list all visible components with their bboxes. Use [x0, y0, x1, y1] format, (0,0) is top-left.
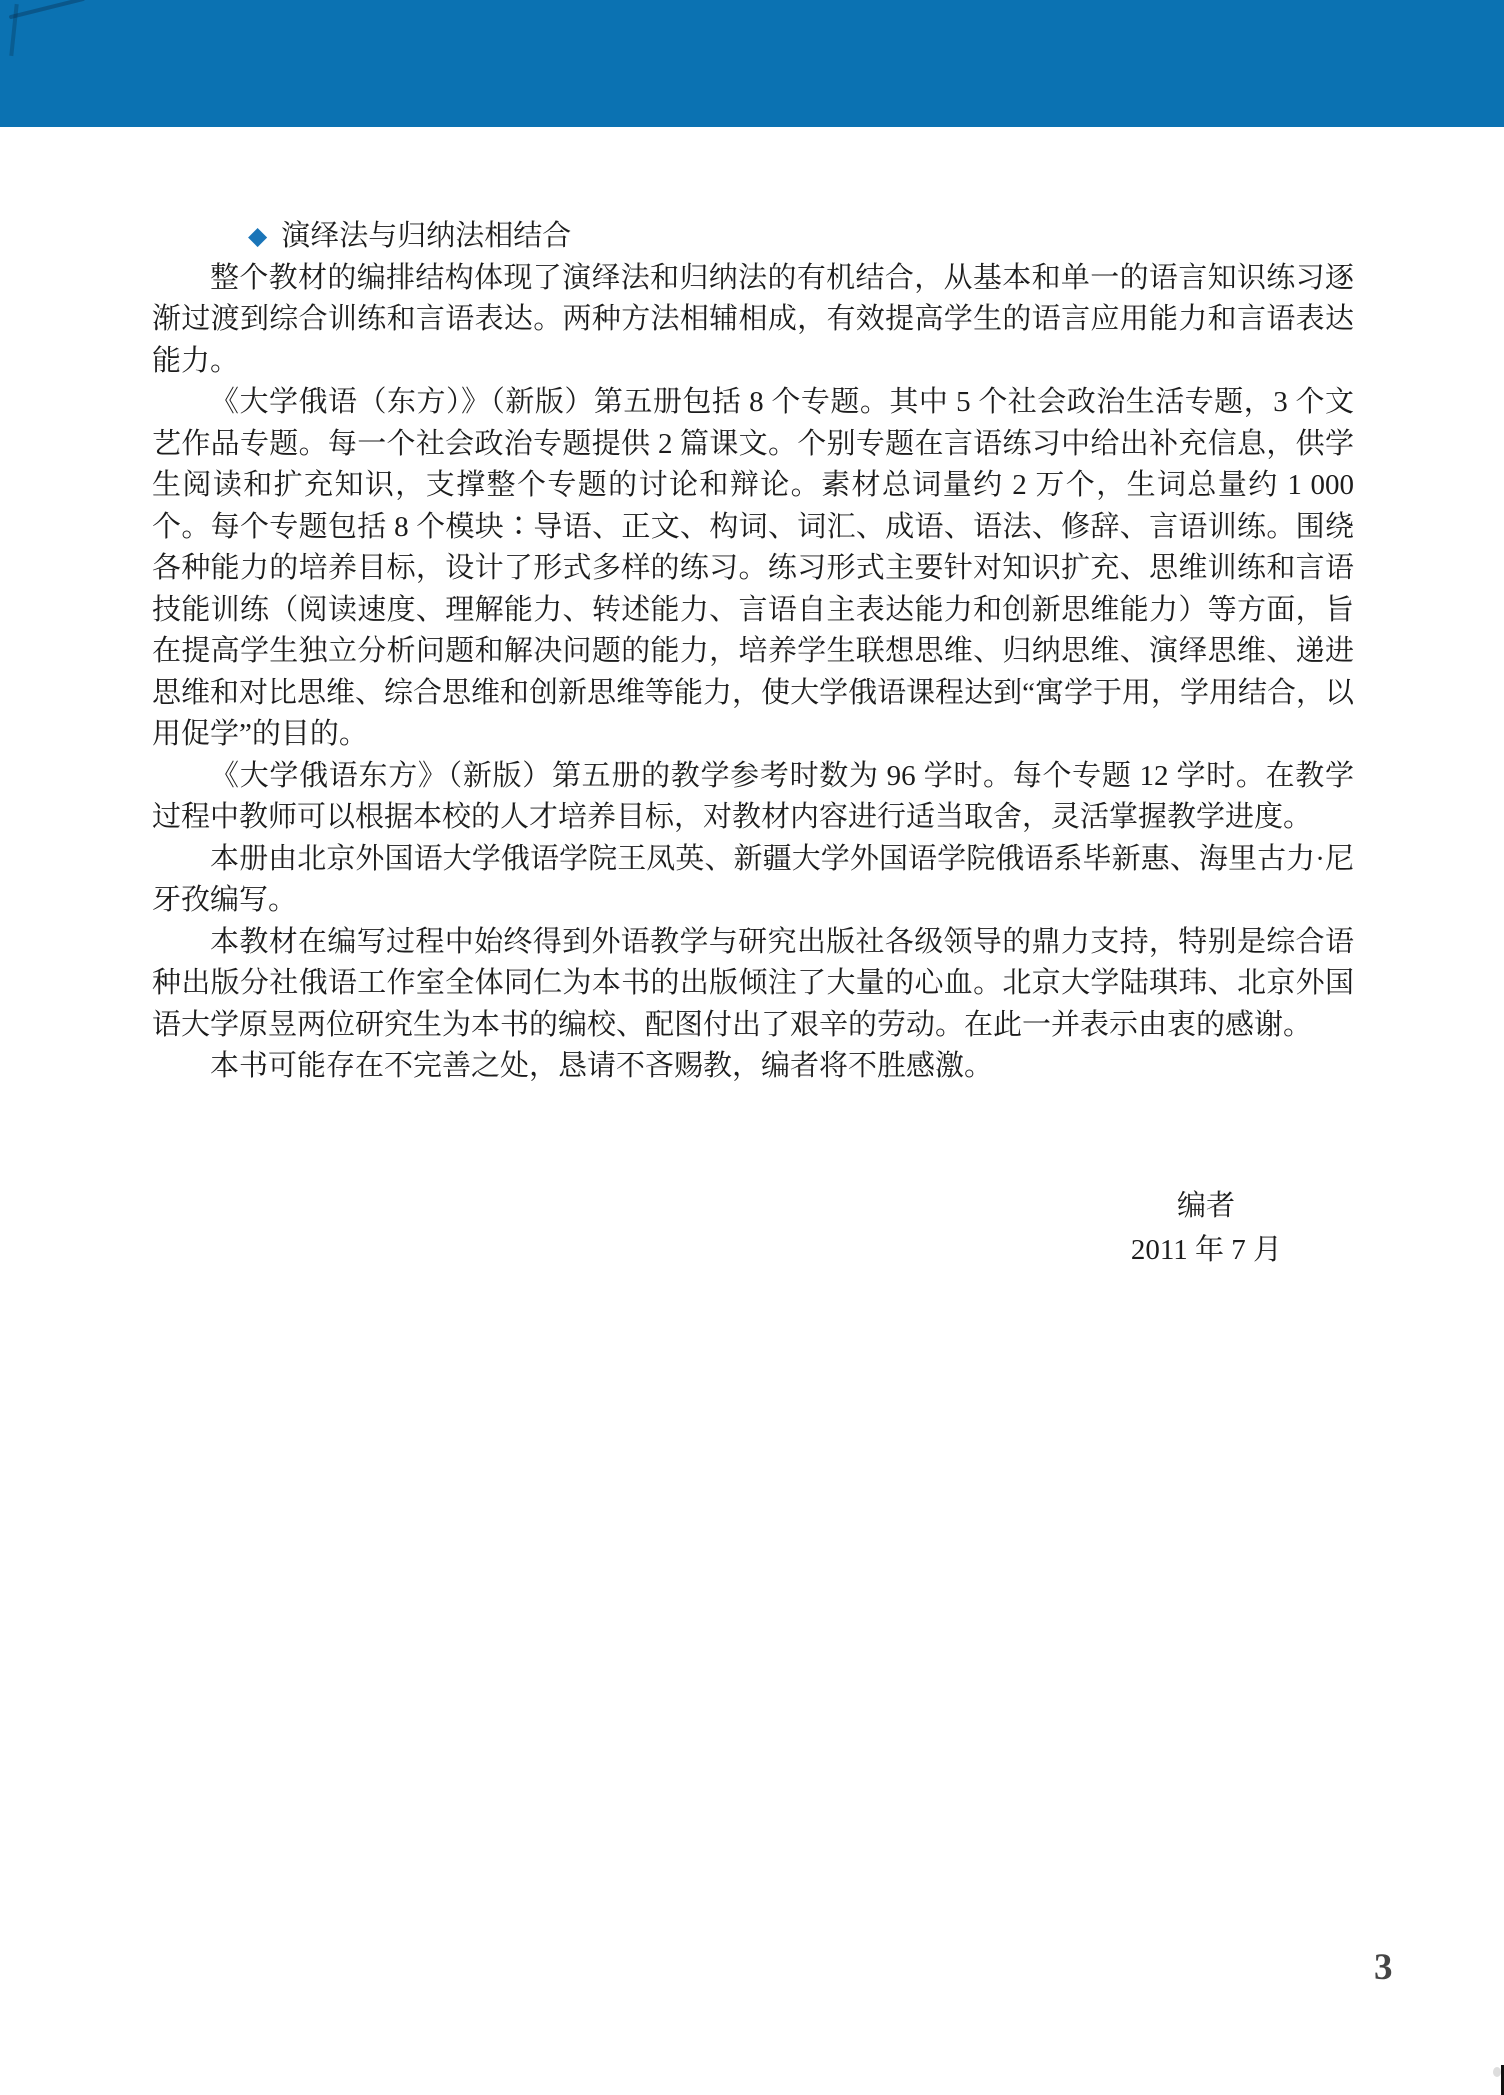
- scan-artifact-top-left: [9, 0, 86, 19]
- body-paragraph-3: 《大学俄语东方》（新版）第五册的教学参考时数为 96 学时。每个专题 12 学时。在教学过程中教师可以根据本校的人才培养目标，对教材内容进行适当取舍，灵活掌握教学进度。: [152, 759, 1354, 833]
- body-paragraph-6: 本书可能存在不完善之处，恳请不吝赐教，编者将不胜感激。: [210, 1050, 994, 1082]
- signature-block: [152, 1184, 1354, 1272]
- signature-date: 2011 年 7 月: [1130, 1233, 1282, 1266]
- scan-artifact-top-left-2: [9, 4, 18, 56]
- diamond-bullet-icon: ◆: [248, 221, 268, 250]
- body-paragraph-4: 本册由北京外国语大学俄语学院王凤英、新疆大学外国语学院俄语系毕新惠、海里古力·尼牙孜编写。: [152, 842, 1354, 916]
- signature-author: 编者: [1176, 1189, 1235, 1222]
- body-paragraph-2: 《大学俄语（东方）》（新版）第五册包括 8 个专题。其中 5 个社会政治生活专题，3 个文艺作品专题。每一个社会政治专题提供 2 篇课文。个别专题在言语练习中给出补充信息，供学生阅读和扩充知识，支撑整个专题的讨论和辩论。素材总词量约 2 万个，生词总量约 1 000 个。每个专题包括 8 个模块∶导语、正文、构词、词汇、成语、语法、修辞、言语训练。围绕各种能力的培养目标，设计了形式多样的练习。练习形式主要针对知识扩充、思维训练和言语技能训练（阅读速度、理解能力、转述能力、言语自主表达能力和创新思维能力）等方面，旨在提高学生独立分析问题和解决问题的能力，培养学生联想思维、归纳思维、演绎思维、递进思维和对比思维、综合思维和创新思维等能力，使大学俄语课程达到“寓学于用，学用结合，以用促学”的目的。: [152, 386, 1354, 750]
- page-number: 3: [1374, 1947, 1393, 1988]
- section-heading-text: 演绎法与归纳法相结合: [281, 220, 572, 252]
- scan-artifact-corner-smudge: [1493, 2067, 1501, 2077]
- page-content: [152, 215, 1354, 1272]
- section-heading: [248, 215, 1354, 258]
- body-paragraph-5: 本教材在编写过程中始终得到外语教学与研究出版社各级领导的鼎力支持，特别是综合语种出版分社俄语工作室全体同仁为本书的出版倾注了大量的心血。北京大学陆琪玮、北京外国语大学原昱两位研究生为本书的编校、配图付出了艰辛的劳动。在此一并表示由衷的感谢。: [152, 925, 1354, 1041]
- header-band: [0, 0, 1504, 127]
- body-paragraph-1: 整个教材的编排结构体现了演绎法和归纳法的有机结合，从基本和单一的语言知识练习逐渐过渡到综合训练和言语表达。两种方法相辅相成，有效提高学生的语言应用能力和言语表达能力。: [152, 261, 1354, 377]
